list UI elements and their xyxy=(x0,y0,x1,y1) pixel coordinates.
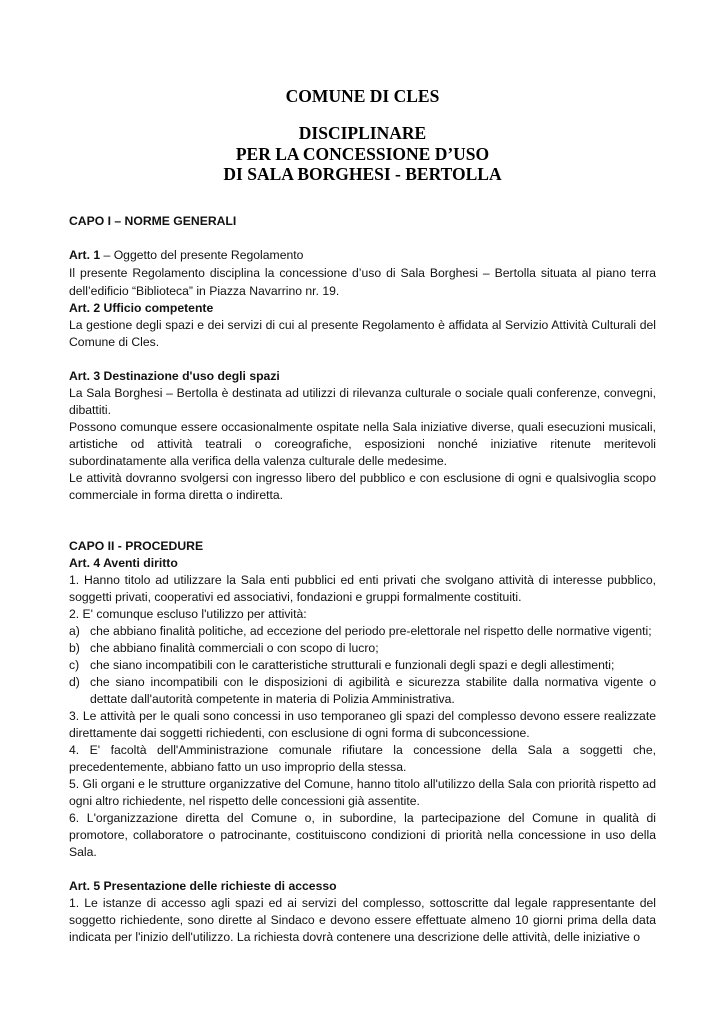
art3-paragraph-3: Le attività dovranno svolgersi con ingresso libero del pubblico e con esclusione di ogni e qualsivoglia scopo commerciale in forma diretta o indiretta. xyxy=(69,471,656,502)
art1-subtitle: – Oggetto del presente Regolamento xyxy=(100,248,304,262)
art5-paragraph-1: 1. Le istanze di accesso agli spazi ed ai servizi del complesso, sottoscritte dal legale rappresentante del soggetto richiedente, sono dirette al Sindaco e devono essere effettuate almeno 10 giorni prima della data indicata per l'inizio dell'utilizzo. La richiesta dovrà contenere una descrizione delle attività, delle iniziative o xyxy=(69,896,656,944)
document-subtitle-line2: DI SALA BORGHESI - BERTOLLA xyxy=(223,164,502,184)
list-item-text: che siano incompatibili con le disposizioni di agibilità e sicurezza stabilite dalla normativa vigente o dettate dall'autorità competente in materia di Polizia Amministrativa. xyxy=(90,675,656,706)
art4-paragraph-4: 4. E' facoltà dell'Amministrazione comunale rifiutare la concessione della Sala a soggetti che, precedentemente, abbiano fatto un uso improprio della stessa. xyxy=(69,743,656,774)
document-body xyxy=(69,213,656,946)
art1-label: Art. 1 xyxy=(69,248,101,262)
list-item-text: che abbiano finalità politiche, ad eccezione del periodo pre-elettorale nel rispetto delle normative vigenti; xyxy=(90,624,652,638)
municipality-title: COMUNE DI CLES xyxy=(285,86,440,106)
art2-text: La gestione degli spazi e dei servizi di cui al presente Regolamento è affidata al Servizio Attività Culturali del Comune di Cles. xyxy=(69,318,656,349)
capo1-title: CAPO I – NORME GENERALI xyxy=(69,214,237,228)
capo2-title: CAPO II - PROCEDURE xyxy=(69,539,204,553)
list-item xyxy=(69,657,656,674)
list-item-text: che siano incompatibili con le caratteristiche strutturali e funzionali degli spazi e degli allestimenti; xyxy=(90,658,615,672)
art5-title: Art. 5 Presentazione delle richieste di accesso xyxy=(69,879,337,893)
art3-paragraph-2: Possono comunque essere occasionalmente ospitate nella Sala iniziative diverse, quali esecuzioni musicali, artistiche od attività teatrali o coreografiche, esposizioni nonché iniziative ritenute meritevoli subordinatamente alla verifica della valenza culturale delle medesime. xyxy=(69,420,656,468)
art2-title: Art. 2 Ufficio competente xyxy=(69,301,214,315)
document-subtitle-line1: PER LA CONCESSIONE D’USO xyxy=(235,144,490,164)
document-title: DISCIPLINARE xyxy=(298,123,427,143)
art4-paragraph-3: 3. Le attività per le quali sono concessi in uso temporaneo gli spazi del complesso devono essere realizzate direttamente dai soggetti richiedenti, con esclusione di ogni forma di subconcessione. xyxy=(69,709,656,740)
list-item-marker: c) xyxy=(69,658,80,672)
list-item xyxy=(69,640,656,657)
art4-paragraph-6: 6. L'organizzazione diretta del Comune o, in subordine, la partecipazione del Comune in qualità di promotore, collaboratore o patrocinante, costituiscono condizioni di priorità nella concessione in uso della Sala. xyxy=(69,811,656,859)
art4-paragraph-2: 2. E' comunque escluso l'utilizzo per attività: xyxy=(69,607,307,621)
list-item xyxy=(69,674,656,708)
art3-title: Art. 3 Destinazione d'uso degli spazi xyxy=(69,369,280,383)
list-item-marker: d) xyxy=(69,675,80,689)
list-item-marker: b) xyxy=(69,641,80,655)
art3-paragraph-1: La Sala Borghesi – Bertolla è destinata ad utilizzi di rilevanza culturale o sociale quali conferenze, convegni, dibattiti. xyxy=(69,386,656,417)
art4-paragraph-5: 5. Gli organi e le strutture organizzative del Comune, hanno titolo all'utilizzo della Sala con priorità rispetto ad ogni altro richiedente, nel rispetto delle concessioni già assentite. xyxy=(69,777,656,808)
list-item xyxy=(69,623,656,640)
art1-heading xyxy=(69,247,656,264)
art4-title: Art. 4 Aventi diritto xyxy=(69,556,178,570)
list-item-marker: a) xyxy=(69,624,80,638)
art1-text: Il presente Regolamento disciplina la concessione d’uso di Sala Borghesi – Bertolla situata al piano terra dell’edificio “Biblioteca” in Piazza Navarrino nr. 19. xyxy=(69,266,656,298)
list-item-text: che abbiano finalità commerciali o con scopo di lucro; xyxy=(90,641,379,655)
art4-paragraph-1: 1. Hanno titolo ad utilizzare la Sala enti pubblici ed enti privati che svolgano attività di interesse pubblico, soggetti privati, cooperativi ed associativi, fondazioni e gruppi formalmente costituiti. xyxy=(69,573,656,604)
